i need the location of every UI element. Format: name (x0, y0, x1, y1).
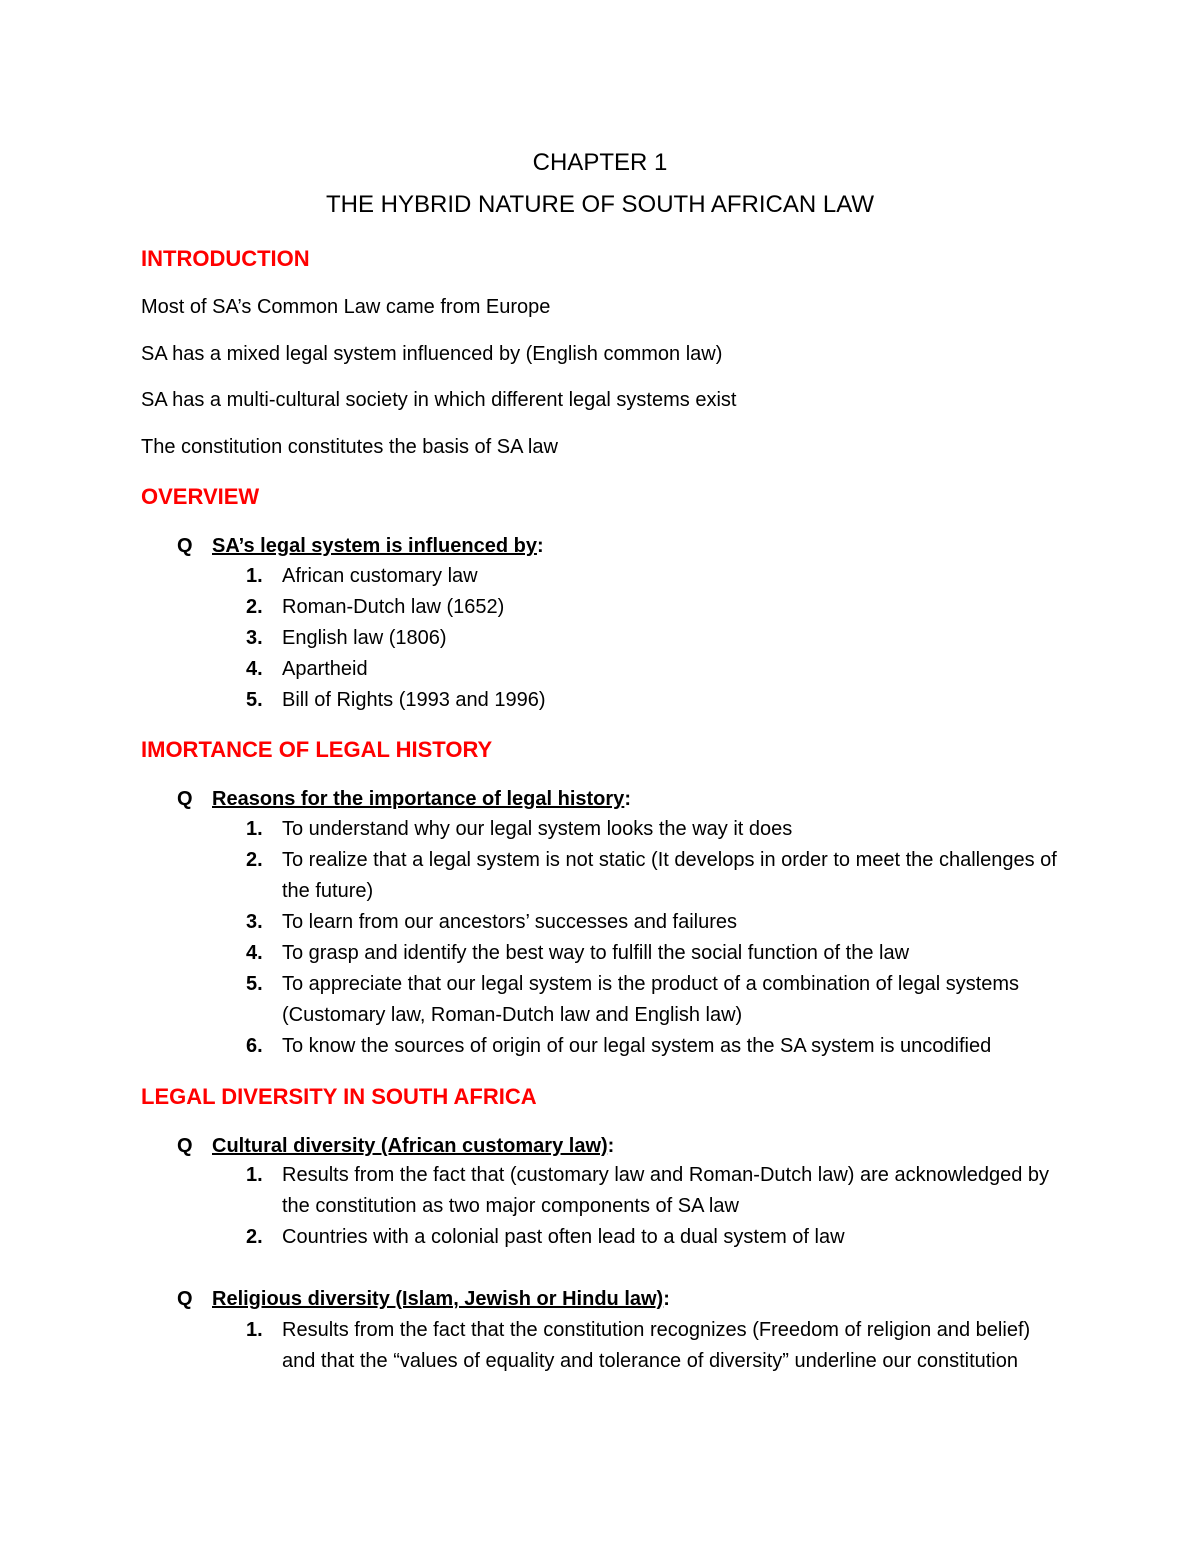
item-number: 1. (246, 565, 263, 587)
item-text: To grasp and identify the best way to fulfill the social function of the law (282, 942, 910, 964)
item-text: Results from the fact that the constitution recognizes (Freedom of religion and belief) and that the “values of equality and tolerance of diversity” underline our constitution (282, 1319, 1031, 1372)
question-marker: Q (177, 1288, 193, 1310)
item-text: African customary law (282, 565, 478, 587)
item-number: 3. (246, 911, 263, 933)
item-text: English law (1806) (282, 627, 447, 649)
question-text: Religious diversity (Islam, Jewish or Hindu law) (212, 1288, 664, 1310)
item-text: To realize that a legal system is not static (It develops in order to meet the challenges of the future) (282, 849, 1057, 902)
chapter-number: CHAPTER 1 (532, 149, 668, 176)
question-text: SA’s legal system is influenced by (212, 535, 537, 557)
item-text: To appreciate that our legal system is the product of a combination of legal systems (Customary law, Roman-Dutch law and English law) (282, 973, 1020, 1026)
overview-heading: OVERVIEW (141, 484, 260, 509)
list-item (246, 623, 1066, 654)
item-number: 6. (246, 1035, 263, 1057)
item-number: 2. (246, 849, 263, 871)
item-number: 1. (246, 1319, 263, 1341)
question-colon: : (663, 1288, 670, 1310)
item-number: 1. (246, 818, 263, 840)
item-text: Bill of Rights (1993 and 1996) (282, 689, 546, 711)
intro-paragraph: Most of SA’s Common Law came from Europe (141, 296, 551, 318)
list-item (246, 1160, 1066, 1222)
question-text: Cultural diversity (African customary law) (212, 1135, 608, 1157)
overview-question (177, 533, 544, 559)
item-text: Results from the fact that (customary law and Roman-Dutch law) are acknowledged by the constitution as two major components of SA law (282, 1164, 1050, 1217)
list-item (246, 814, 1066, 845)
chapter-title: THE HYBRID NATURE OF SOUTH AFRICAN LAW (325, 191, 875, 218)
item-text: Countries with a colonial past often lead to a dual system of law (282, 1226, 845, 1248)
list-item (246, 845, 1066, 907)
item-text: Roman-Dutch law (1652) (282, 596, 505, 618)
item-number: 1. (246, 1164, 263, 1186)
item-number: 5. (246, 689, 263, 711)
item-number: 2. (246, 596, 263, 618)
list-item (246, 1031, 1066, 1062)
list-item (246, 654, 1066, 685)
intro-paragraph: The constitution constitutes the basis of SA law (141, 436, 558, 458)
item-text: To know the sources of origin of our legal system as the SA system is uncodified (282, 1035, 992, 1057)
list-item (246, 1222, 1066, 1253)
diversity-heading: LEGAL DIVERSITY IN SOUTH AFRICA (141, 1084, 537, 1109)
question-marker: Q (177, 788, 193, 810)
intro-paragraph: SA has a multi-cultural society in which different legal systems exist (141, 389, 737, 411)
item-text: To understand why our legal system looks the way it does (282, 818, 793, 840)
religious-question (177, 1286, 670, 1312)
list-item (246, 592, 1066, 623)
question-colon: : (624, 788, 631, 810)
item-text: To learn from our ancestors’ successes and failures (282, 911, 738, 933)
item-number: 4. (246, 658, 263, 680)
list-item (246, 938, 1066, 969)
intro-paragraph: SA has a mixed legal system influenced by (English common law) (141, 343, 723, 365)
item-number: 2. (246, 1226, 263, 1248)
introduction-heading: INTRODUCTION (141, 246, 310, 271)
list-item (246, 561, 1066, 592)
question-colon: : (536, 535, 544, 557)
item-number: 4. (246, 942, 263, 964)
list-item (246, 969, 1066, 1031)
list-item (246, 907, 1066, 938)
item-number: 5. (246, 973, 263, 995)
question-text: Reasons for the importance of legal history (212, 788, 625, 810)
cultural-question (177, 1133, 614, 1159)
item-text: Apartheid (282, 658, 368, 680)
item-number: 3. (246, 627, 263, 649)
importance-question (177, 786, 631, 812)
list-item (246, 685, 1066, 716)
importance-heading: IMORTANCE OF LEGAL HISTORY (141, 737, 493, 762)
question-marker: Q (177, 1135, 193, 1157)
list-item (246, 1315, 1066, 1377)
question-colon: : (607, 1135, 615, 1157)
question-marker: Q (177, 535, 193, 557)
